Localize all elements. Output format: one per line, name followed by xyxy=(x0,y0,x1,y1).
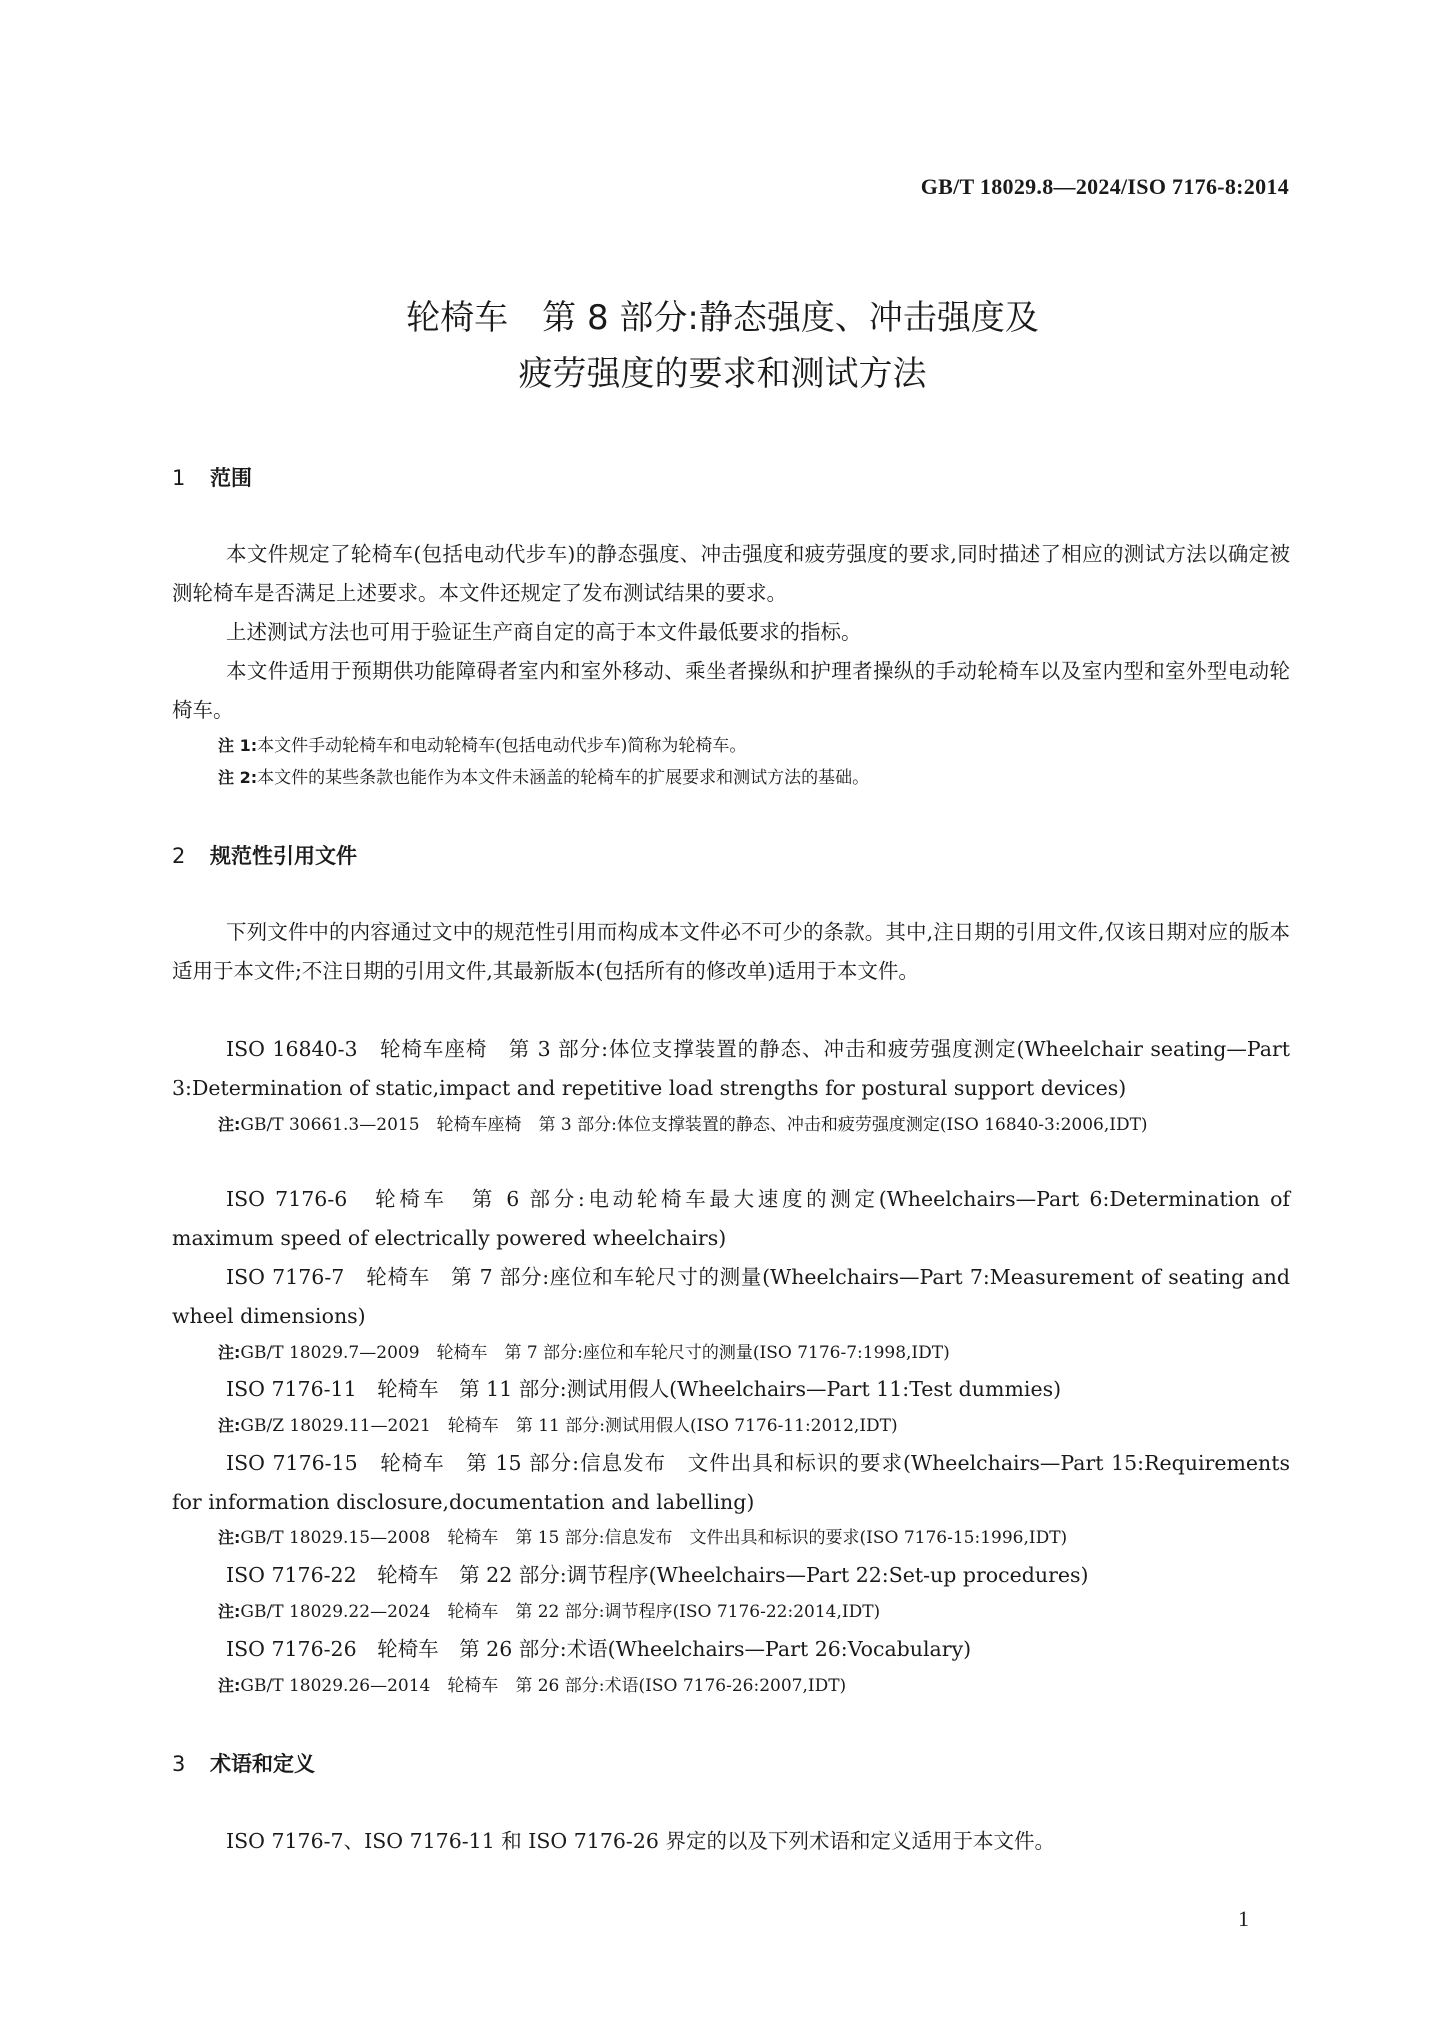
reference-note xyxy=(218,1670,1290,1702)
section-1-note-2 xyxy=(218,762,1290,794)
reference-note xyxy=(218,1109,1290,1141)
section-title: 范围 xyxy=(210,466,252,490)
note-text: GB/T 30661.3—2015 轮椅车座椅 第 3 部分:体位支撑装置的静态、冲击和疲劳强度测定(ISO 16840-3:2006,IDT) xyxy=(240,1115,1148,1135)
note-label: 注: xyxy=(218,1416,241,1435)
note-label: 注: xyxy=(218,1602,241,1621)
note-label: 注 1: xyxy=(218,736,258,755)
section-1-paragraph-1: 本文件规定了轮椅车(包括电动代步车)的静态强度、冲击强度和疲劳强度的要求,同时描述了相应的测试方法以确定被测轮椅车是否满足上述要求。本文件还规定了发布测试结果的要求。 xyxy=(172,542,1290,605)
reference-code: ISO 7176-11 xyxy=(226,1377,357,1401)
section-title: 术语和定义 xyxy=(210,1752,315,1776)
normative-reference xyxy=(172,1370,1290,1409)
note-text: 本文件的某些条款也能作为本文件未涵盖的轮椅车的扩展要求和测试方法的基础。 xyxy=(257,768,870,788)
note-label: 注: xyxy=(218,1676,241,1695)
note-label: 注 2: xyxy=(218,768,258,787)
reference-title: 轮椅车 第 11 部分:测试用假人(Wheelchairs—Part 11:Test dummies) xyxy=(377,1377,1062,1401)
section-number: 3 xyxy=(172,1752,186,1776)
reference-note xyxy=(218,1410,1290,1442)
note-text: GB/Z 18029.11—2021 轮椅车 第 11 部分:测试用假人(ISO 7176-11:2012,IDT) xyxy=(240,1416,898,1436)
reference-title: 轮椅车 第 15 部分:信息发布 文件出具和标识的要求(Wheelchairs—Part 15:Requirements for information disclosure,documentation and labelling) xyxy=(172,1451,1290,1514)
reference-title: 轮椅车 第 6 部分:电动轮椅车最大速度的测定(Wheelchairs—Part 6:Determination of maximum speed of electrically powered wheelchairs) xyxy=(172,1187,1290,1250)
section-title: 规范性引用文件 xyxy=(210,844,357,868)
section-number: 2 xyxy=(172,844,186,868)
note-label: 注: xyxy=(218,1115,241,1134)
normative-reference xyxy=(172,1258,1290,1336)
reference-title: 轮椅车 第 26 部分:术语(Wheelchairs—Part 26:Vocabulary) xyxy=(377,1637,972,1661)
document-title xyxy=(0,290,1445,402)
reference-note xyxy=(218,1596,1290,1628)
title-line-1: 轮椅车 第 8 部分:静态强度、冲击强度及 xyxy=(406,298,1039,338)
normative-reference xyxy=(172,1630,1290,1669)
normative-reference xyxy=(172,1030,1290,1108)
standard-id-header: GB/T 18029.8—2024/ISO 7176-8:2014 xyxy=(920,174,1289,199)
note-text: GB/T 18029.7—2009 轮椅车 第 7 部分:座位和车轮尺寸的测量(ISO 7176-7:1998,IDT) xyxy=(240,1343,950,1363)
section-1-paragraph-3: 本文件适用于预期供功能障碍者室内和室外移动、乘坐者操纵和护理者操纵的手动轮椅车以及室内型和室外型电动轮椅车。 xyxy=(172,659,1290,722)
section-2-intro: 下列文件中的内容通过文中的规范性引用而构成本文件必不可少的条款。其中,注日期的引用文件,仅该日期对应的版本适用于本文件;不注日期的引用文件,其最新版本(包括所有的修改单)适用于本文件。 xyxy=(172,920,1290,983)
reference-note xyxy=(218,1522,1290,1554)
note-text: 本文件手动轮椅车和电动轮椅车(包括电动代步车)简称为轮椅车。 xyxy=(257,736,747,756)
section-1-heading xyxy=(172,462,252,492)
note-text: GB/T 18029.22—2024 轮椅车 第 22 部分:调节程序(ISO 7176-22:2014,IDT) xyxy=(240,1602,881,1622)
reference-title: 轮椅车 第 22 部分:调节程序(Wheelchairs—Part 22:Set-up procedures) xyxy=(377,1563,1089,1587)
section-number: 1 xyxy=(172,466,186,490)
normative-reference xyxy=(172,1180,1290,1258)
normative-reference xyxy=(172,1444,1290,1522)
note-text: GB/T 18029.15—2008 轮椅车 第 15 部分:信息发布 文件出具和标识的要求(ISO 7176-15:1996,IDT) xyxy=(240,1528,1068,1548)
note-label: 注: xyxy=(218,1343,241,1362)
page-number: 1 xyxy=(1238,1906,1249,1931)
reference-code: ISO 16840-3 xyxy=(226,1037,358,1061)
reference-code: ISO 7176-22 xyxy=(226,1563,357,1587)
reference-code: ISO 7176-15 xyxy=(226,1451,358,1475)
note-text: GB/T 18029.26—2014 轮椅车 第 26 部分:术语(ISO 7176-26:2007,IDT) xyxy=(240,1676,847,1696)
note-label: 注: xyxy=(218,1528,241,1547)
section-3-paragraph-1: ISO 7176-7、ISO 7176-11 和 ISO 7176-26 界定的以及下列术语和定义适用于本文件。 xyxy=(226,1829,1055,1853)
reference-code: ISO 7176-7 xyxy=(226,1265,345,1289)
reference-title: 轮椅车 第 7 部分:座位和车轮尺寸的测量(Wheelchairs—Part 7:Measurement of seating and wheel dimensions) xyxy=(172,1265,1290,1328)
title-line-2: 疲劳强度的要求和测试方法 xyxy=(518,354,927,394)
normative-reference xyxy=(172,1556,1290,1595)
section-1-paragraph-2: 上述测试方法也可用于验证生产商自定的高于本文件最低要求的指标。 xyxy=(226,620,862,644)
section-1-note-1 xyxy=(218,730,1290,762)
reference-title: 轮椅车座椅 第 3 部分:体位支撑装置的静态、冲击和疲劳强度测定(Wheelchair seating—Part 3:Determination of static,impact and repetitive load strengths for postural support devices) xyxy=(172,1037,1290,1100)
reference-code: ISO 7176-6 xyxy=(226,1187,348,1211)
reference-note xyxy=(218,1337,1290,1369)
section-2-heading xyxy=(172,840,357,870)
section-3-heading xyxy=(172,1748,315,1778)
reference-code: ISO 7176-26 xyxy=(226,1637,357,1661)
